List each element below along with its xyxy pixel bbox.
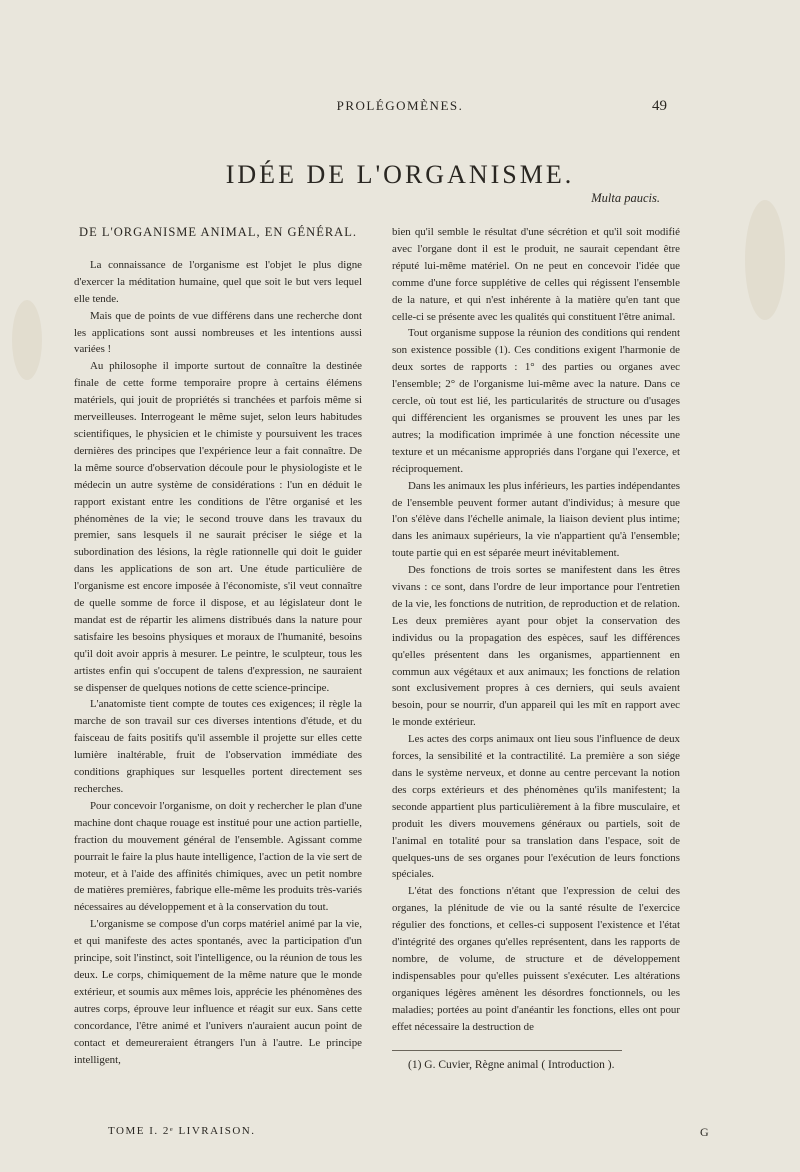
section-title: DE L'ORGANISME ANIMAL, EN GÉNÉRAL.: [79, 225, 357, 239]
paragraph: L'anatomiste tient compte de toutes ces exigences; il règle la marche de son travail sur ces diverses intentions d'étude, et du faisceau de faits positifs qu'il assemble il projette sur elles cette lumière inaltérable, fruit de l'observation immédiate des conditions graphiques sur lesquelles portent directement ses recherches.: [74, 698, 362, 795]
paragraph: Au philosophe il importe surtout de connaître la destinée finale de cette forme temporaire propre à certains élémens matériels, qui jouit de propriétés si tranchées et parfois même si merveilleuses. Interrogeant le même sujet, selon leurs habitudes scientifiques, le physicien et le chimiste y poursuivent les traces dernières des principes que l'expérience leur a fait connaître. De la même source d'observation découle pour le physiologiste et le médecin un autre système de considérations : l'un en déduit le rapport existant entre les conditions de l'être organisé et les phénomènes de la vie; le second trouve dans les travaux du premier, sans lesquels il ne saurait préciser le siége et la subordination des lésions, la règle rationnelle qui doit le guider dans les applications de son art. Une étude particulière de l'organisme est encore imposée à l'économiste, s'il veut connaître de quelle somme de force il dispose, et au législateur dont le mandat est de répartir les alimens distribués dans la nature pour satisfaire les besoins physiques et moraux de l'humanité, besoins qu'il doit avoir appris à mesurer. Le peintre, le sculpteur, tous les artistes enfin qui s'occupent de talens d'expression, ne sauraient se dispenser de quelques notions de cette science-principe.: [74, 360, 362, 694]
paragraph: Dans les animaux les plus inférieurs, les parties indépendantes de l'ensemble peuvent former autant d'individus; à mesure que l'on s'élève dans l'échelle animale, la liaison devient plus intime; dans les animaux supérieurs, la vie n'appartient qu'à l'ensemble; toute partie qui en est séparée meurt inévitablement.: [392, 479, 680, 560]
footnote: (1) G. Cuvier, Règne animal ( Introduction ).: [408, 1058, 615, 1071]
paragraph: L'état des fonctions n'étant que l'expression de celui des organes, la plénitude de vie ou la santé résulte de l'exercice régulier des fonctions, et celles-ci supposent l'existence et l'état d'intégrité des organes qu'elles représentent, dans les rapports de nombre, de volume, de structure et de développement indispensables pour qu'elles puissent s'exécuter. Les altérations organiques légères amènent les désordres fonctionnels, ou les maladies; portées au point d'anéantir les fonctions, elles ont pour effet nécessaire la destruction de: [392, 885, 680, 1033]
volume-signature: TOME I. 2ᵉ LIVRAISON.: [108, 1125, 256, 1137]
right-column: [392, 190, 680, 1073]
paragraph: Des fonctions de trois sortes se manifestent dans les êtres vivans : ce sont, dans l'ordre de leur importance pour l'entretien de la vie, les fonctions de nutrition, de reproduction et de relation. Les deux premières ayant pour objet la conservation des individus ou la propagation des espèces, sauf les différences qu'elles présentent dans les organismes, appartiennent en commun aux végétaux et aux animaux; les fonctions de relation sont exclusivement propres à ces derniers, qui seuls avaient besoin, pour se nourrir, d'un appareil qui les mît en rapport avec le monde extérieur.: [392, 564, 680, 729]
paragraph: Les actes des corps animaux ont lieu sous l'influence de deux forces, la sensibilité et la contractilité. La première a son siége dans le système nerveux, et donne au centre percevant la notion des corps extérieurs et des phénomènes qu'ils manifestent; la seconde appartient plus particulièrement à la fibre musculaire, et produit les divers mouvemens généraux ou partiels, soit de l'animal en totalité pour sa translation dans l'espace, soit de quelques-uns de ses organes pour l'exécution de leurs fonctions spéciales.: [392, 733, 680, 881]
paper-stain: [745, 200, 785, 320]
left-column: [74, 190, 362, 1068]
epigraph: Multa paucis.: [591, 191, 660, 205]
running-head: [0, 98, 800, 120]
running-title: PROLÉGOMÈNES.: [336, 98, 464, 113]
paragraph: L'organisme se compose d'un corps matériel animé par la vie, et qui manifeste des actes spontanés, avec la participation d'un principe, soit l'instinct, soit l'intelligence, ou la réunion de tous les deux. Le corps, chimiquement de la même nature que le monde extérieur, et soumis aux mêmes lois, apprécie les phénomènes des autres corps, éprouve leur influence et réagit sur eux. Sans cette concordance, l'être animé et l'univers n'auraient aucun point de contact et demeureraient étrangers l'un à l'autre. Le principe intelligent,: [74, 918, 362, 1066]
paragraph: Mais que de points de vue différens dans une recherche dont les applications sont aussi nombreuses et les intentions aussi variées !: [74, 309, 362, 356]
gathering-signature: G: [700, 1125, 709, 1139]
paper-stain: [12, 300, 42, 380]
chapter-title: IDÉE DE L'ORGANISME.: [225, 160, 575, 189]
paragraph: Pour concevoir l'organisme, on doit y rechercher le plan d'une machine dont chaque rouage est institué pour une action partielle, fraction du mouvement général de l'ensemble. Agissant comme pourrait le faire la plus haute intelligence, l'action de la vie sert de moteur, et à l'aide des affinités chimiques, avec un petit nombre de matières premières, fabrique elle-même les produits très-variés nécessaires au développement et à la conservation du tout.: [74, 799, 362, 914]
paragraph: Tout organisme suppose la réunion des conditions qui rendent son existence possible (1). Ces conditions exigent l'harmonie de deux sortes de rapports : 1° des parties ou organes avec l'ensemble; 2° de l'organisme lui-même avec la nature. Dans ce cercle, où tout est lié, les particularités de structure ou d'usages qui différencient les organismes se prouvent les unes par les autres; la modification imprimée à une fonction nécessite une texture et un mécanisme appropriés dans l'organe qui l'exerce, et réciproquement.: [392, 327, 680, 475]
paragraph: La connaissance de l'organisme est l'objet le plus digne d'exercer la méditation humaine, quel que soit le but vers lequel elle tende.: [74, 258, 362, 305]
footnote-rule: [392, 1050, 622, 1051]
page-number: 49: [652, 98, 667, 114]
paragraph-continuation: bien qu'il semble le résultat d'une sécrétion et qu'il soit modifié avec l'organe dont il est le produit, ne saurait cependant être réputé lui-même matériel. On ne peut en concevoir l'idée que comme d'une force supplétive de celles qui régissent l'ensemble de la nature, et qui n'est inhérente à la matière qu'en tant que celle-ci se présente avec les qualités qui constituent l'être animal.: [392, 226, 680, 323]
